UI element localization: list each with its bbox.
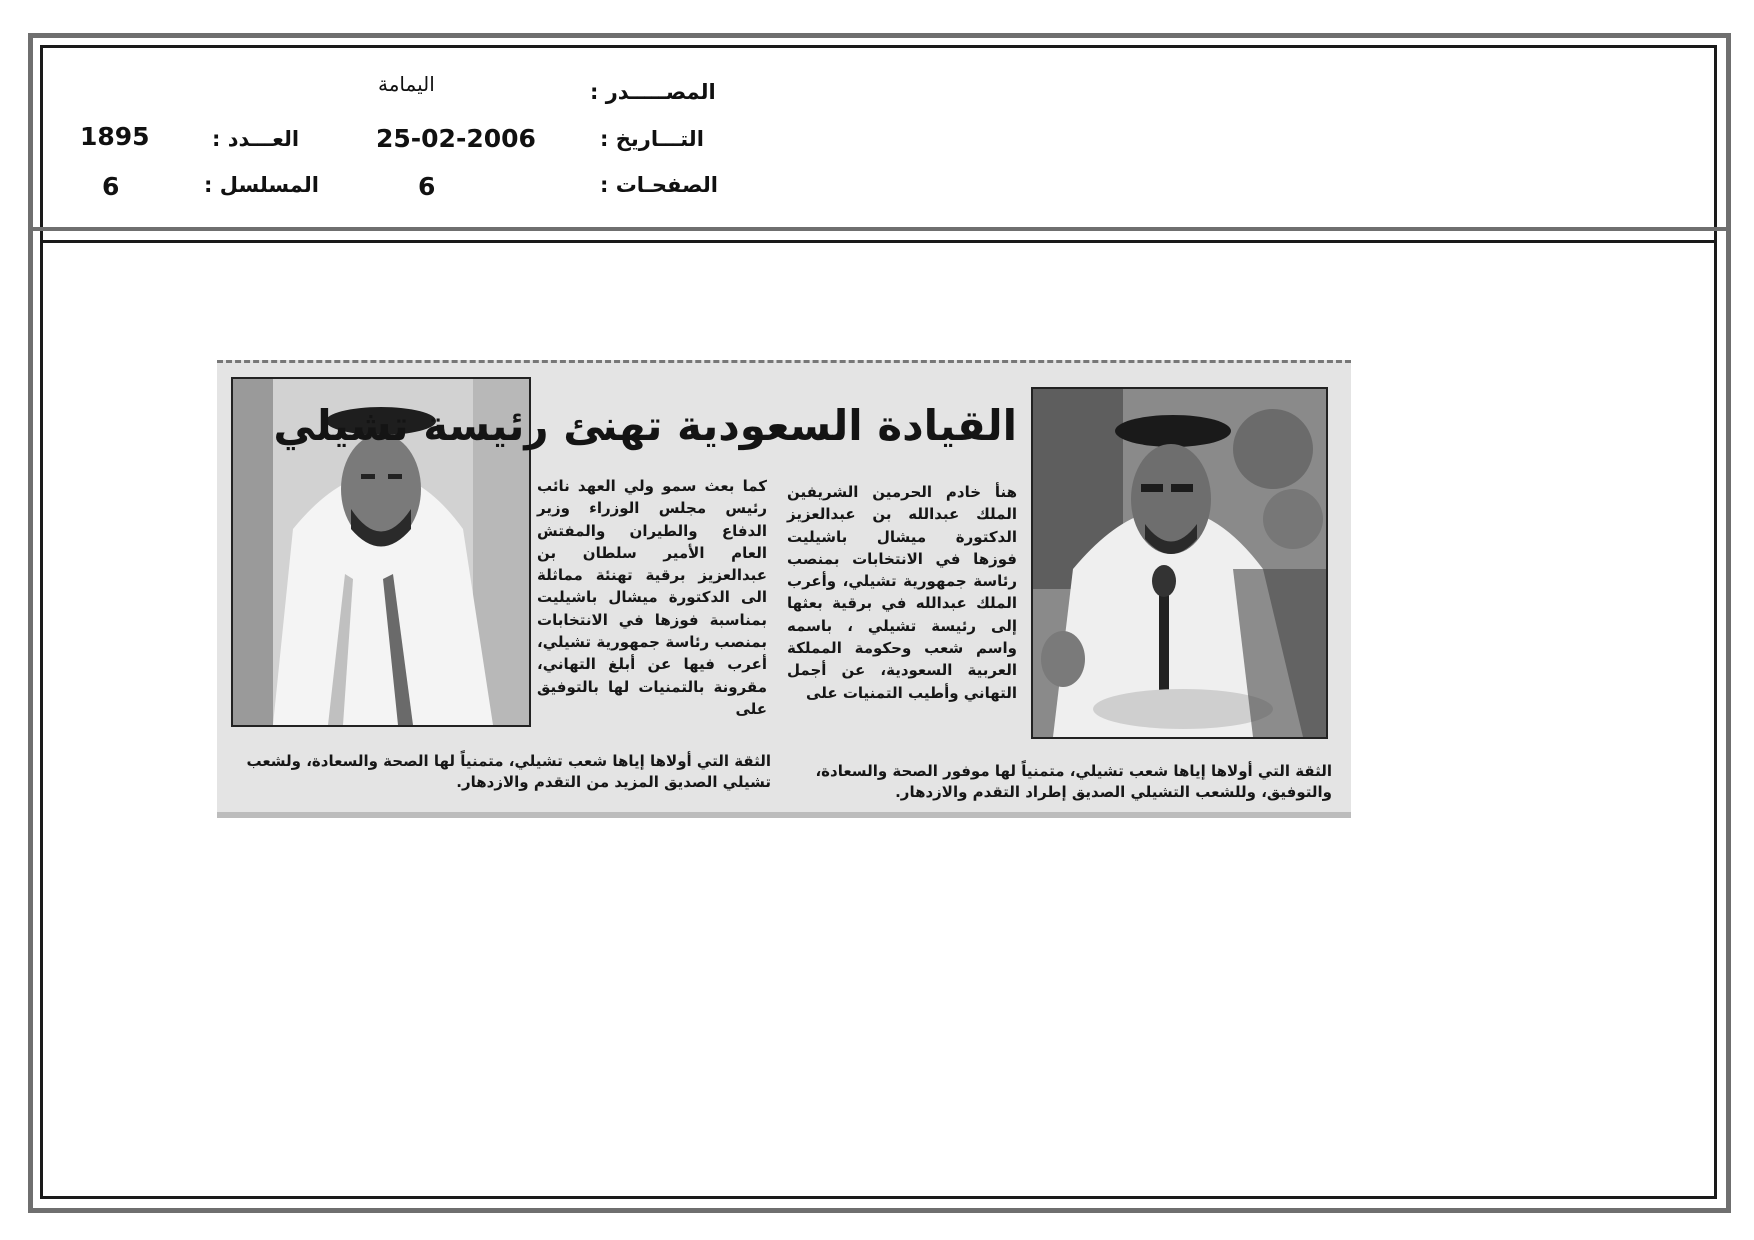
date-value: 25-02-2006 — [376, 124, 536, 153]
date-label: التـــاريخ : — [600, 127, 704, 151]
article-continuation-right: الثقة التي أولاها إياها شعب تشيلي، متمنياً لها موفور الصحة والسعادة، والتوفيق، وللشعب التشيلي الصديق إطراد التقدم والازدهار. — [815, 762, 1332, 801]
clipping-bottom-edge — [217, 812, 1351, 818]
serial-value: 6 — [102, 172, 120, 201]
issue-label: العـــدد : — [212, 127, 300, 151]
article-column-left: كما بعث سمو ولي العهد نائب رئيس مجلس الوزراء وزير الدفاع والطيران والمفتش العام الأمير سلطان بن عبدالعزيز برقية تهنئة مماثلة الى الدكتورة ميشال باشيليت بمناسبة فوزها في الانتخابات بمنصب رئاسة جمهورية تشيلي، أعرب فيها عن أبلغ التهاني، مقرونة بالتمنيات لها بالتوفيق على — [537, 477, 767, 718]
article-headline: القيادة السعودية تهنئ رئيسة تشيلي — [273, 401, 1017, 450]
portrait-photo-right — [1031, 387, 1328, 739]
source-label: المصـــــدر : — [590, 80, 716, 104]
pages-value: 6 — [418, 172, 436, 201]
source-value: اليمامة — [378, 72, 435, 96]
header-divider-inner — [40, 240, 1717, 243]
serial-label: المسلسل : — [204, 173, 319, 197]
issue-value: 1895 — [80, 122, 150, 151]
newspaper-clipping — [217, 360, 1351, 818]
article-continuation-left: الثقة التي أولاها إياها شعب تشيلي، متمنياً لها الصحة والسعادة، ولشعب تشيلي الصديق المزيد من التقدم والازدهار. — [246, 752, 771, 791]
pages-label: الصفحـات : — [600, 173, 718, 197]
article-column-right: هنأ خادم الحرمين الشريفين الملك عبدالله بن عبدالعزيز الدكتورة ميشال باشيليت فوزها في الانتخابات بمنصب رئاسة جمهورية تشيلي، وأعرب الملك عبدالله في برقية بعثها إلى رئيسة تشيلي ، باسمه واسم شعب وحكومة المملكة العربية السعودية، عن أجمل التهاني وأطيب التمنيات على — [787, 483, 1017, 702]
header-divider — [33, 227, 1726, 231]
